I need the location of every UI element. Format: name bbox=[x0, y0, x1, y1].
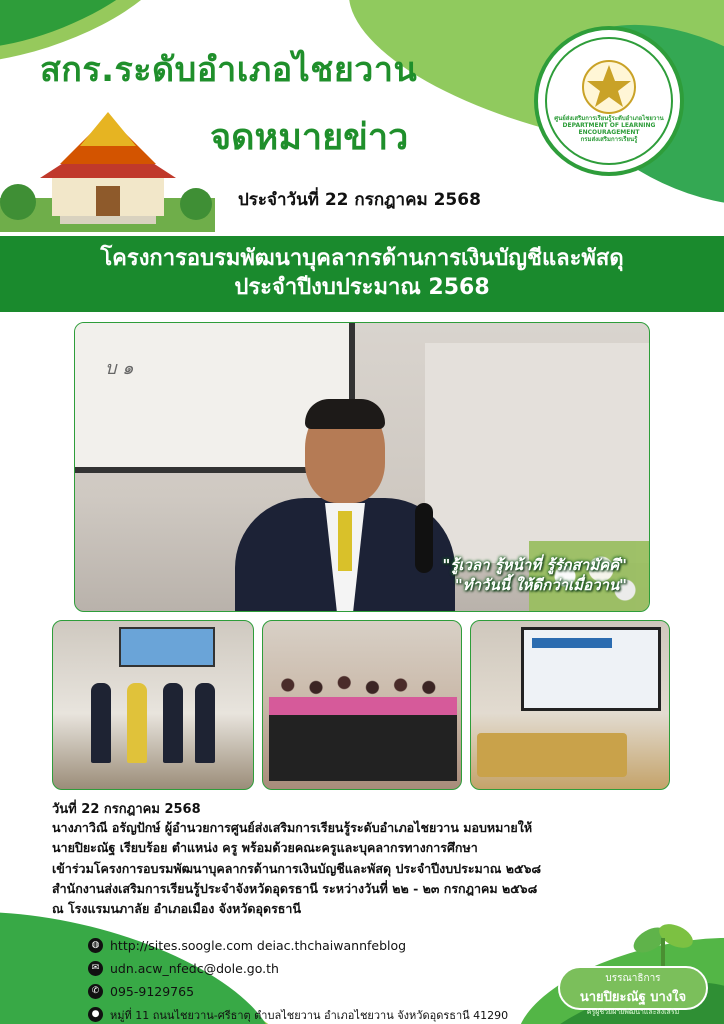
location-pin-icon: ● bbox=[88, 1007, 103, 1022]
banner-line-1: โครงการอบรมพัฒนาบุคลากรด้านการเงินบัญชีและพัสดุ bbox=[100, 246, 624, 272]
seal-emblem-icon bbox=[581, 59, 637, 115]
plant-sprout-icon bbox=[628, 918, 698, 970]
motto-line-2: "ทำวันนี้ ให้ดีกว่าเมื่อวาน" bbox=[454, 576, 627, 595]
newsletter-org-title: สกร.ระดับอำเภอไชยวาน bbox=[40, 50, 418, 90]
audience-crowd bbox=[269, 661, 457, 781]
article-line: นายปิยะณัฐ เรียบร้อย ตำแหน่ง ครู พร้อมด้วยคณะครูและบุคลากรทางการศึกษา bbox=[52, 840, 478, 856]
email-link[interactable]: udn.acw_nfedc@dole.go.th bbox=[110, 961, 279, 976]
microphone-icon bbox=[415, 503, 433, 573]
group-photo-stage bbox=[52, 620, 254, 790]
editor-role: บรรณาธิการ bbox=[605, 973, 661, 984]
stage-screen bbox=[119, 627, 215, 667]
group-photo-audience bbox=[262, 620, 462, 790]
newsletter-date: ประจำวันที่ 22 กรกฎาคม 2568 bbox=[238, 190, 481, 210]
main-speaker-photo bbox=[74, 322, 650, 612]
contact-phone[interactable] bbox=[88, 980, 508, 1003]
seal-text-en: DEPARTMENT OF LEARNING ENCOURAGEMENT bbox=[562, 121, 656, 136]
person-figure bbox=[163, 683, 183, 763]
motto-quote bbox=[442, 555, 627, 596]
article-line: สำนักงานส่งเสริมการเรียนรู้ประจำจังหวัดอุดรธานี ระหว่างวันที่ ๒๒ - ๒๓ กรกฎาคม ๒๕๖๘ bbox=[52, 880, 538, 896]
article-line: เข้าร่วมโครงการอบรมพัฒนาบุคลากรด้านการเงินบัญชีและพัสดุ ประจำปีงบประมาณ ๒๕๖๘ bbox=[52, 860, 542, 876]
phone-number[interactable]: 095-9129765 bbox=[110, 984, 195, 999]
background-wall bbox=[425, 343, 650, 563]
temple-image bbox=[0, 112, 215, 232]
article-line: นางภาวิณี อรัญปักษ์ ผู้อำนวยการศูนย์ส่งเสริมการเรียนรู้ระดับอำเภอไชยวาน มอบหมายให้ bbox=[52, 820, 533, 835]
banner-line-2: ประจำปีงบประมาณ 2568 bbox=[234, 275, 490, 300]
person-figure bbox=[195, 683, 215, 763]
editor-name: นายปิยะณัฐ บางใจ bbox=[579, 990, 687, 1005]
presentation-monitor bbox=[521, 627, 661, 711]
speaker-figure bbox=[235, 403, 455, 612]
article-body bbox=[52, 818, 672, 919]
person-figure bbox=[127, 683, 147, 763]
editor-credit bbox=[558, 966, 708, 1016]
article-date: วันที่ 22 กรกฎาคม 2568 bbox=[52, 802, 201, 817]
address-text: หมู่ที่ 11 ถนนไชยวาน-ศรีธาตุ ตำบลไชยวาน อำเภอไชยวาน จังหวัดอุดรธานี 41290 bbox=[110, 1008, 509, 1022]
editor-position: ครูผู้ช่วยฝ่ายพัฒนาและส่งเสริม bbox=[586, 1008, 680, 1016]
presentation-table bbox=[477, 733, 627, 777]
phone-icon: ✆ bbox=[88, 984, 103, 999]
contact-website[interactable] bbox=[88, 934, 508, 957]
mail-icon: ✉ bbox=[88, 961, 103, 976]
contact-address bbox=[88, 1003, 508, 1024]
projector-screen-text: บ ๑ bbox=[105, 358, 134, 379]
seal-text-bottom: กรมส่งเสริมการเรียนรู้ bbox=[580, 136, 638, 144]
article-line: ณ โรงแรมนภาลัย อำเภอเมือง จังหวัดอุดรธานี bbox=[52, 901, 301, 916]
contact-list bbox=[88, 934, 508, 1024]
person-figure bbox=[91, 683, 111, 763]
contact-email[interactable] bbox=[88, 957, 508, 980]
department-seal-logo bbox=[534, 26, 684, 176]
website-link[interactable]: http://sites.soogle.com deiac.thchaiwannfeblog bbox=[110, 938, 407, 953]
globe-icon: ◍ bbox=[88, 938, 103, 953]
newsletter-title: จดหมายข่าว bbox=[210, 117, 409, 158]
motto-line-1: "รู้เวลา รู้หน้าที่ รู้รักสามัคคี" bbox=[442, 556, 627, 574]
seal-text-top: ศูนย์ส่งเสริมการเรียนรู้ระดับอำเภอไชยวาน bbox=[554, 114, 664, 122]
project-title-banner bbox=[0, 236, 724, 312]
presentation-photo bbox=[470, 620, 670, 790]
